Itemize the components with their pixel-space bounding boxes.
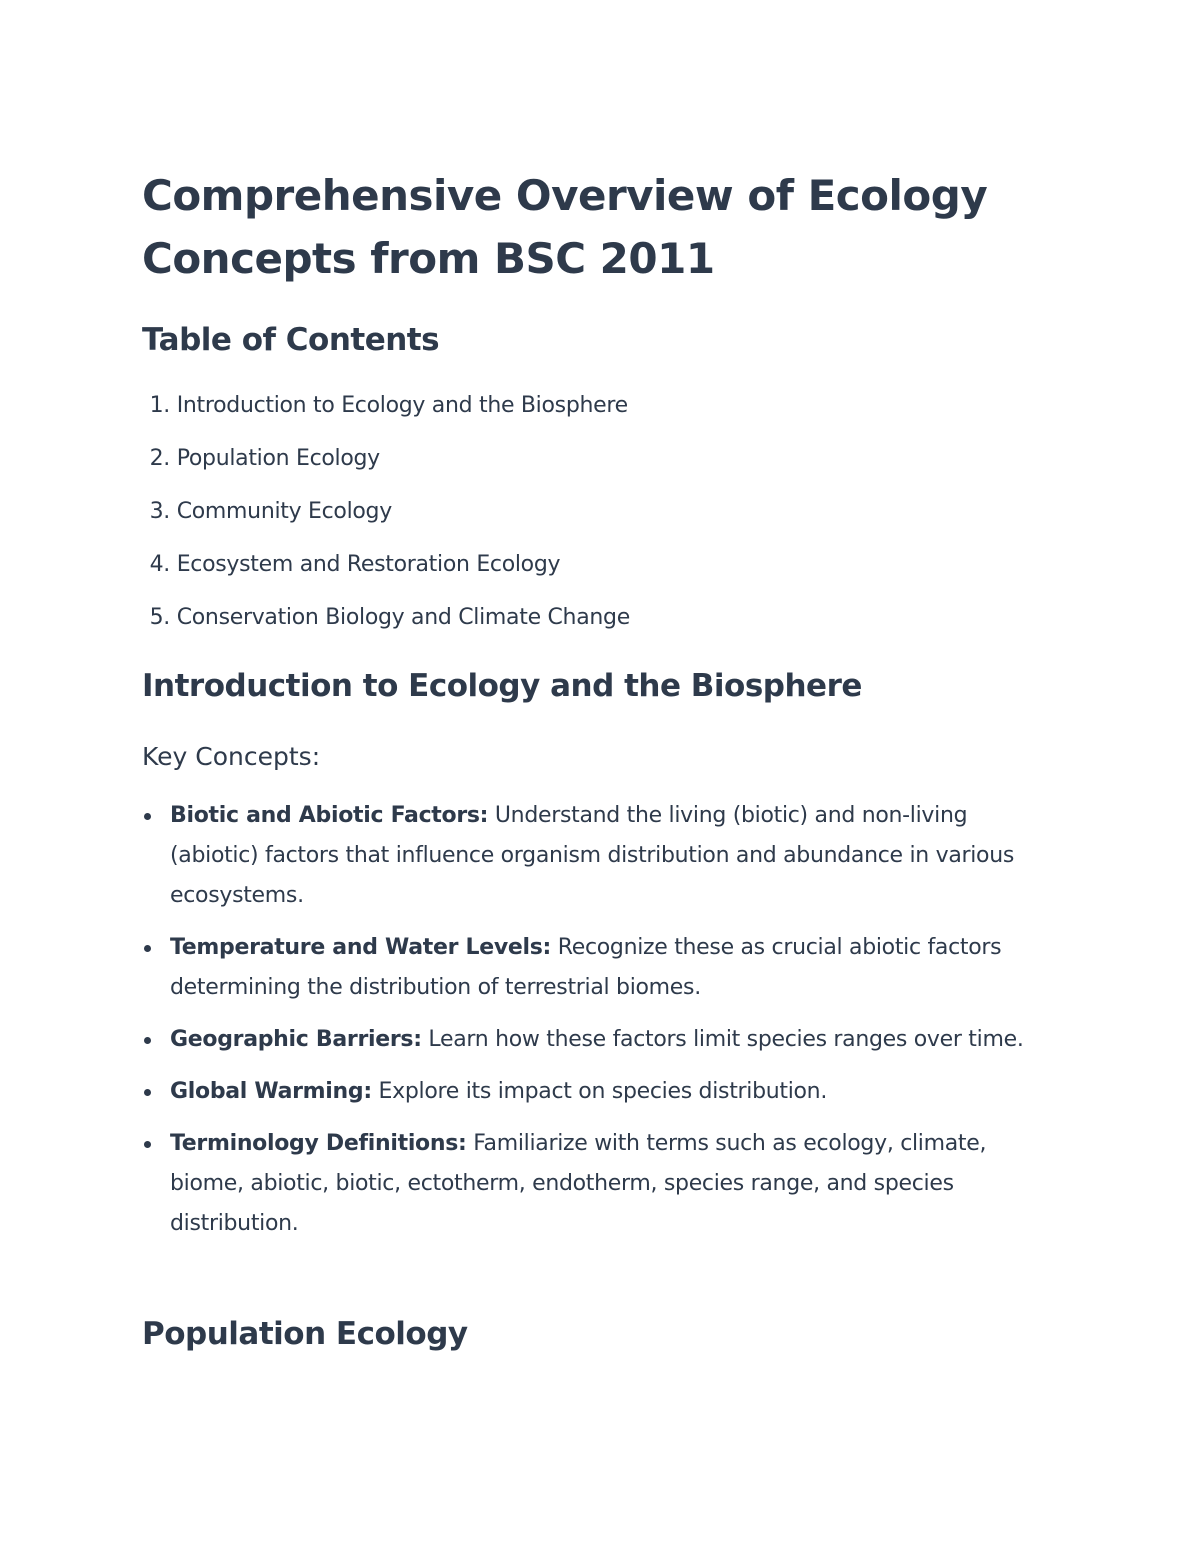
toc-number: 3. [149, 499, 170, 524]
toc-number: 2. [149, 446, 170, 471]
toc-heading: Table of Contents [142, 322, 440, 358]
toc-number: 4. [149, 552, 170, 577]
toc-label: Ecosystem and Restoration Ecology [176, 552, 561, 577]
key-concepts-list [142, 796, 1062, 1256]
section-heading-intro: Introduction to Ecology and the Biosphere [142, 668, 862, 704]
bullet-text: Understand the living (biotic) and non-living (abiotic) factors that influence organism distribution and abundance in various ecosystems. [170, 803, 1015, 908]
section-heading-population: Population Ecology [142, 1316, 468, 1352]
list-item [142, 1020, 1062, 1060]
bullet-text: Explore its impact on species distribution. [371, 1079, 828, 1104]
bullet-text: Recognize these as crucial abiotic factors determining the distribution of terrestrial biomes. [170, 935, 1002, 1000]
toc-item[interactable] [142, 603, 630, 656]
toc-number: 1. [149, 393, 170, 418]
list-item [142, 1124, 1062, 1244]
bullet-term: Terminology Definitions: [170, 1131, 467, 1156]
toc-item[interactable] [142, 444, 630, 497]
toc-item[interactable] [142, 391, 630, 444]
document-title: Comprehensive Overview of Ecology Concepts from BSC 2011 [142, 171, 988, 283]
list-item [142, 928, 1062, 1008]
toc-label: Introduction to Ecology and the Biosphere [176, 393, 628, 418]
key-concepts-subheading: Key Concepts: [142, 742, 321, 771]
bullet-term: Geographic Barriers: [170, 1027, 422, 1052]
toc-list [142, 391, 630, 656]
bullet-text: Learn how these factors limit species ranges over time. [421, 1027, 1024, 1052]
toc-number: 5. [149, 605, 170, 630]
list-item [142, 796, 1062, 916]
toc-label: Community Ecology [176, 499, 392, 524]
bullet-term: Temperature and Water Levels: [170, 935, 552, 960]
list-item [142, 1072, 1062, 1112]
bullet-term: Global Warming: [170, 1079, 372, 1104]
bullet-text: Familiarize with terms such as ecology, climate, biome, abiotic, biotic, ectotherm, endotherm, species range, and species distribution. [170, 1131, 987, 1236]
toc-label: Conservation Biology and Climate Change [176, 605, 630, 630]
bullet-term: Biotic and Abiotic Factors: [170, 803, 489, 828]
toc-item[interactable] [142, 497, 630, 550]
toc-label: Population Ecology [176, 446, 380, 471]
toc-item[interactable] [142, 550, 630, 603]
